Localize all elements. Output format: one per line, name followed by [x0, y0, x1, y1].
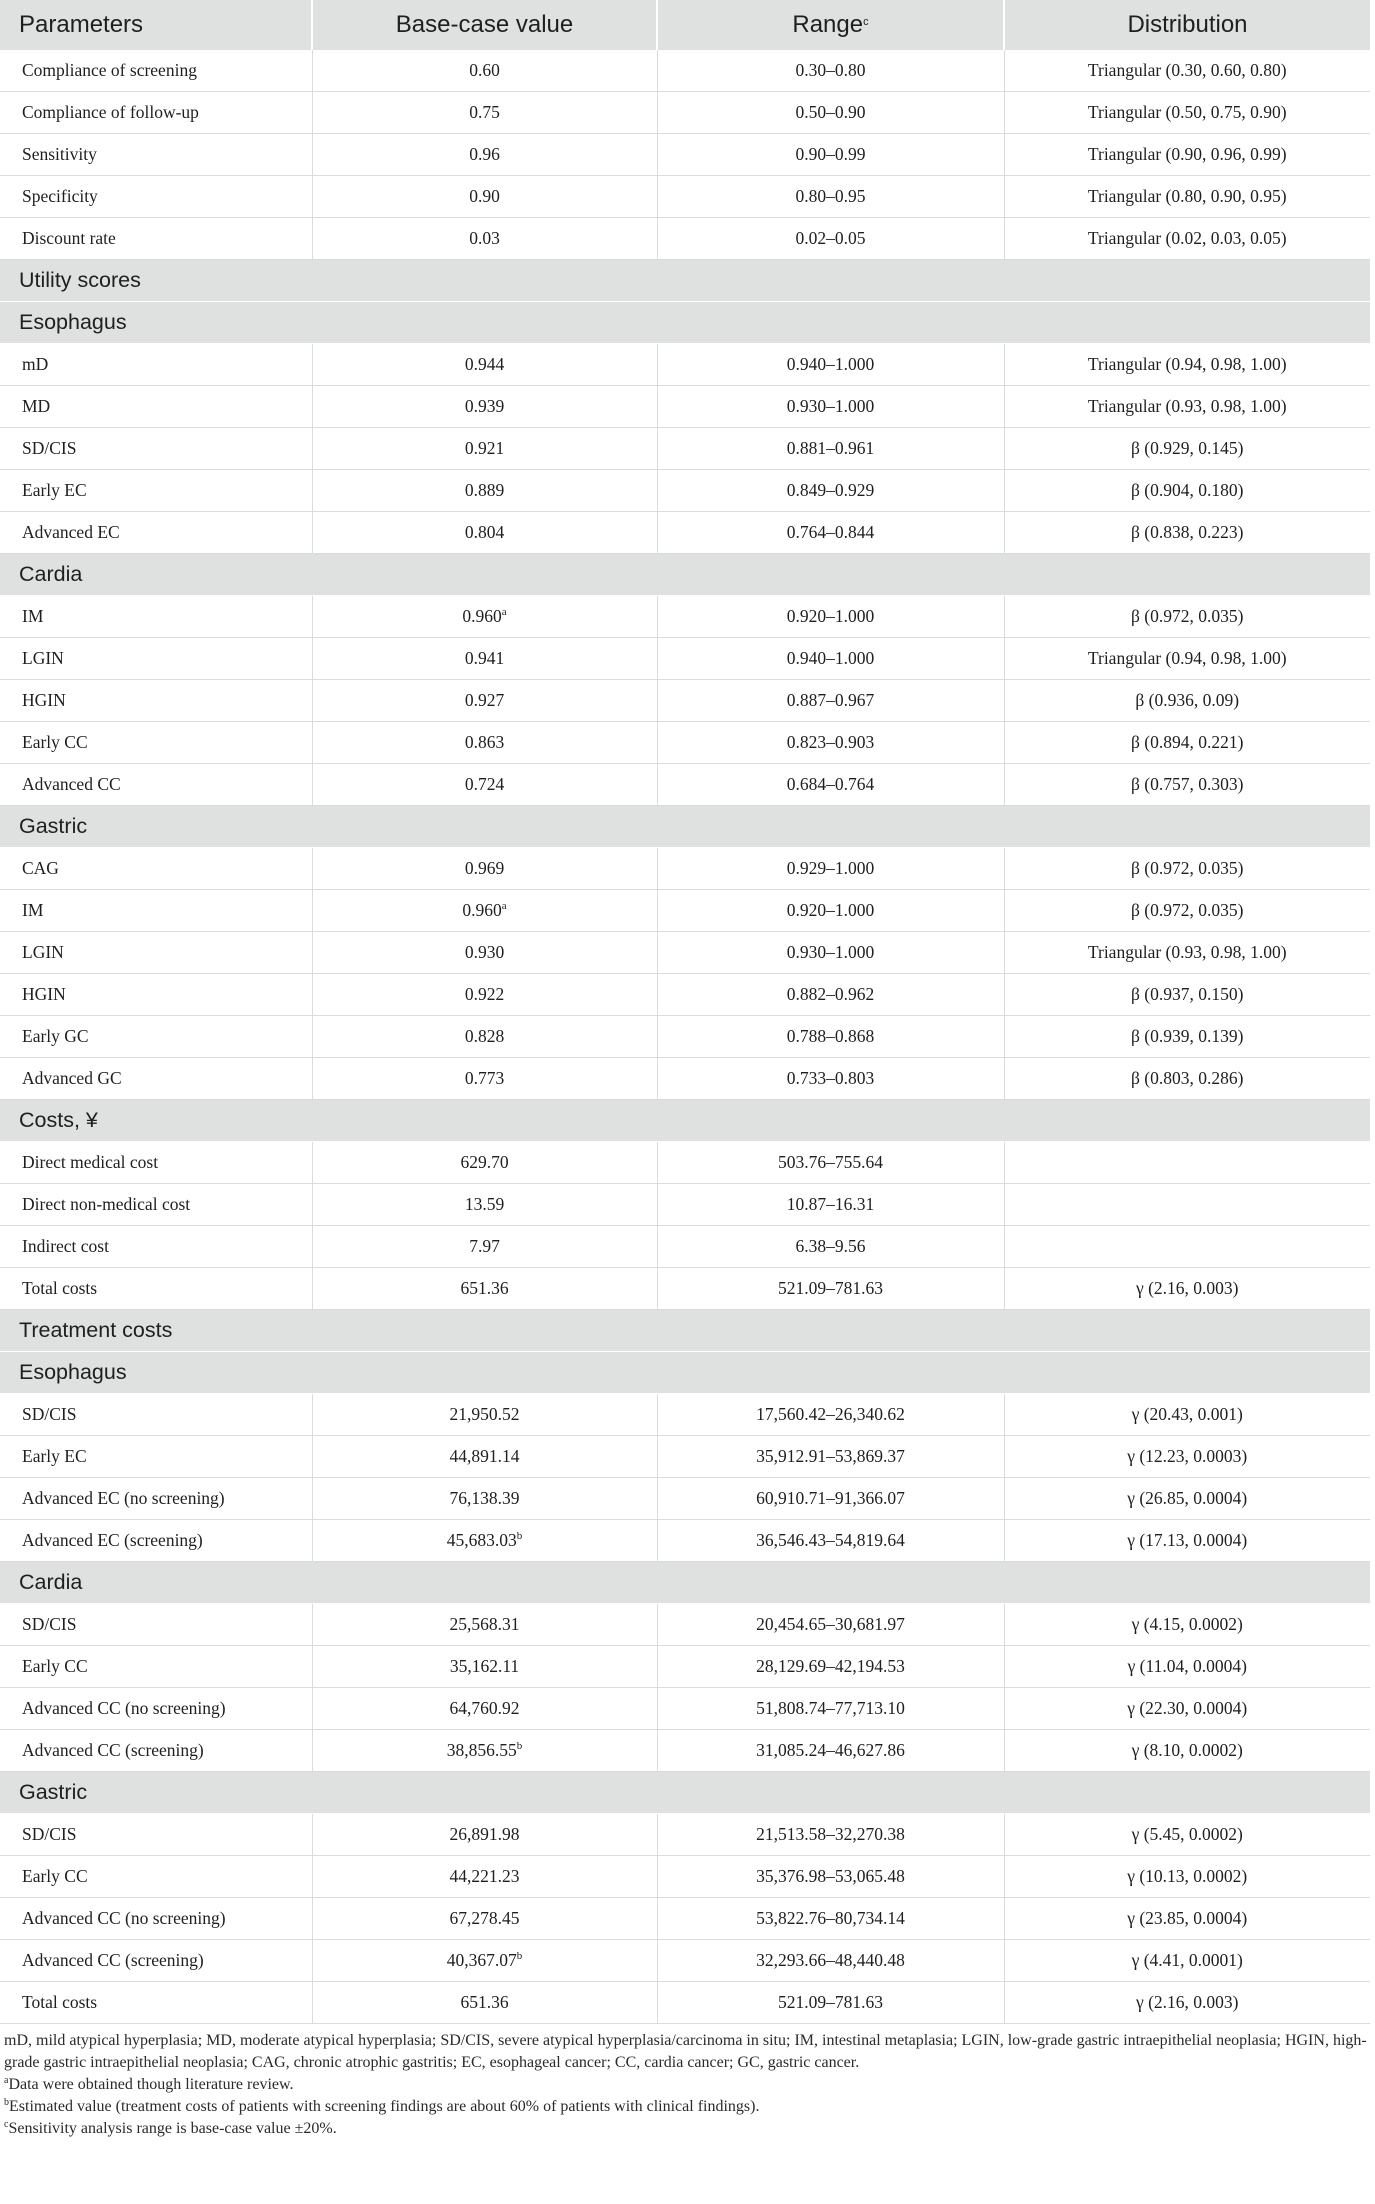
cell-range: 35,912.91–53,869.37 — [657, 1436, 1004, 1478]
cell-parameter: Early CC — [0, 1856, 312, 1898]
cell-distribution: β (0.937, 0.150) — [1004, 974, 1370, 1016]
table-row — [0, 974, 1370, 1016]
cell-parameter: IM — [0, 890, 312, 932]
cell-parameter: MD — [0, 386, 312, 428]
cell-base-case-value — [312, 1184, 657, 1226]
cell-range: 6.38–9.56 — [657, 1226, 1004, 1268]
cell-distribution — [1004, 1226, 1370, 1268]
value-text: 67,278.45 — [449, 1908, 520, 1928]
value-footnote-mark: a — [501, 606, 507, 618]
table-header-row — [0, 0, 1370, 50]
value-text: 0.960 — [462, 606, 502, 626]
cell-base-case-value — [312, 92, 657, 134]
table-section-row — [0, 1772, 1370, 1814]
value-text: 35,162.11 — [449, 1656, 520, 1676]
cell-base-case-value — [312, 1604, 657, 1646]
cell-range: 521.09–781.63 — [657, 1268, 1004, 1310]
value-text: 45,683.03 — [446, 1530, 517, 1550]
value-text: 38,856.55 — [446, 1740, 517, 1760]
cell-parameter: Advanced CC (screening) — [0, 1730, 312, 1772]
value-text: 7.97 — [469, 1236, 500, 1256]
cell-range: 0.50–0.90 — [657, 92, 1004, 134]
cell-parameter: mD — [0, 344, 312, 386]
cell-range: 0.849–0.929 — [657, 470, 1004, 512]
cell-range: 0.30–0.80 — [657, 50, 1004, 92]
value-text: 64,760.92 — [449, 1698, 520, 1718]
header-range-label: Range — [792, 11, 864, 38]
cell-base-case-value — [312, 764, 657, 806]
table-section-row — [0, 1100, 1370, 1142]
table-row — [0, 1394, 1370, 1436]
table-row — [0, 1436, 1370, 1478]
cell-base-case-value — [312, 1646, 657, 1688]
cell-base-case-value — [312, 176, 657, 218]
value-text: 0.944 — [464, 354, 505, 374]
table-row — [0, 680, 1370, 722]
cell-base-case-value — [312, 1898, 657, 1940]
cell-range: 36,546.43–54,819.64 — [657, 1520, 1004, 1562]
cell-distribution: Triangular (0.80, 0.90, 0.95) — [1004, 176, 1370, 218]
table-row — [0, 1898, 1370, 1940]
cell-distribution: γ (8.10, 0.0002) — [1004, 1730, 1370, 1772]
cell-parameter: Early CC — [0, 722, 312, 764]
cell-range: 0.929–1.000 — [657, 848, 1004, 890]
table-row — [0, 386, 1370, 428]
cell-distribution: Triangular (0.93, 0.98, 1.00) — [1004, 932, 1370, 974]
cell-range: 521.09–781.63 — [657, 1982, 1004, 2024]
cell-distribution: γ (12.23, 0.0003) — [1004, 1436, 1370, 1478]
cell-distribution: Triangular (0.93, 0.98, 1.00) — [1004, 386, 1370, 428]
table-section-row — [0, 1562, 1370, 1604]
table-row — [0, 1268, 1370, 1310]
table-row — [0, 764, 1370, 806]
cell-range: 0.940–1.000 — [657, 638, 1004, 680]
table-section-row — [0, 554, 1370, 596]
cell-base-case-value — [312, 890, 657, 932]
cell-base-case-value — [312, 470, 657, 512]
cell-range: 35,376.98–53,065.48 — [657, 1856, 1004, 1898]
cell-base-case-value — [312, 932, 657, 974]
cell-base-case-value — [312, 134, 657, 176]
cell-parameter: Advanced EC — [0, 512, 312, 554]
cell-parameter: Total costs — [0, 1982, 312, 2024]
cell-distribution: γ (4.15, 0.0002) — [1004, 1604, 1370, 1646]
cell-range: 0.930–1.000 — [657, 932, 1004, 974]
cell-distribution: γ (20.43, 0.001) — [1004, 1394, 1370, 1436]
table-row — [0, 1982, 1370, 2024]
value-text: 0.922 — [464, 984, 505, 1004]
value-text: 0.96 — [469, 144, 500, 164]
table-row — [0, 344, 1370, 386]
cell-distribution: γ (26.85, 0.0004) — [1004, 1478, 1370, 1520]
cell-parameter: SD/CIS — [0, 1814, 312, 1856]
cell-parameter: Advanced GC — [0, 1058, 312, 1100]
table-row — [0, 1646, 1370, 1688]
cell-parameter: Direct non-medical cost — [0, 1184, 312, 1226]
cell-distribution — [1004, 1142, 1370, 1184]
cell-distribution: Triangular (0.94, 0.98, 1.00) — [1004, 344, 1370, 386]
cell-distribution: Triangular (0.90, 0.96, 0.99) — [1004, 134, 1370, 176]
cell-distribution: Triangular (0.50, 0.75, 0.90) — [1004, 92, 1370, 134]
cell-parameter: CAG — [0, 848, 312, 890]
table-row — [0, 1520, 1370, 1562]
value-text: 0.863 — [464, 732, 505, 752]
footnote-a-mark: a — [4, 2075, 9, 2086]
cell-base-case-value — [312, 1016, 657, 1058]
cell-range: 53,822.76–80,734.14 — [657, 1898, 1004, 1940]
cell-distribution: γ (2.16, 0.003) — [1004, 1982, 1370, 2024]
cell-parameter: Advanced CC — [0, 764, 312, 806]
value-text: 0.921 — [464, 438, 505, 458]
cell-parameter: Direct medical cost — [0, 1142, 312, 1184]
cell-distribution: β (0.803, 0.286) — [1004, 1058, 1370, 1100]
cell-range: 0.940–1.000 — [657, 344, 1004, 386]
value-text: 0.804 — [464, 522, 505, 542]
cell-distribution: γ (23.85, 0.0004) — [1004, 1898, 1370, 1940]
value-footnote-mark: b — [516, 1950, 523, 1962]
cell-base-case-value — [312, 1268, 657, 1310]
cell-range: 10.87–16.31 — [657, 1184, 1004, 1226]
cell-distribution: β (0.936, 0.09) — [1004, 680, 1370, 722]
table-row — [0, 470, 1370, 512]
cell-distribution: γ (17.13, 0.0004) — [1004, 1520, 1370, 1562]
cell-parameter: Advanced CC (screening) — [0, 1940, 312, 1982]
header-range-footnote-mark: c — [863, 16, 869, 28]
cell-range: 0.823–0.903 — [657, 722, 1004, 764]
cell-range: 51,808.74–77,713.10 — [657, 1688, 1004, 1730]
cell-distribution: γ (10.13, 0.0002) — [1004, 1856, 1370, 1898]
value-footnote-mark: b — [516, 1530, 523, 1542]
value-text: 0.773 — [464, 1068, 505, 1088]
cell-base-case-value — [312, 50, 657, 92]
cell-parameter: HGIN — [0, 974, 312, 1016]
section-label: Gastric — [0, 1772, 1370, 1814]
table-row — [0, 176, 1370, 218]
cell-parameter: LGIN — [0, 932, 312, 974]
cell-base-case-value — [312, 596, 657, 638]
cell-range: 21,513.58–32,270.38 — [657, 1814, 1004, 1856]
cell-range: 0.920–1.000 — [657, 890, 1004, 932]
cell-parameter: Compliance of screening — [0, 50, 312, 92]
cell-parameter: SD/CIS — [0, 1394, 312, 1436]
cell-range: 0.80–0.95 — [657, 176, 1004, 218]
cell-distribution: Triangular (0.30, 0.60, 0.80) — [1004, 50, 1370, 92]
cell-base-case-value — [312, 428, 657, 470]
table-row — [0, 1940, 1370, 1982]
footnote-a — [4, 2074, 1372, 2096]
value-text: 0.03 — [469, 228, 500, 248]
cell-base-case-value — [312, 218, 657, 260]
table-row — [0, 50, 1370, 92]
table-row — [0, 218, 1370, 260]
cell-parameter: Advanced EC (screening) — [0, 1520, 312, 1562]
value-text: 0.927 — [464, 690, 505, 710]
cell-distribution: β (0.904, 0.180) — [1004, 470, 1370, 512]
table-row — [0, 1856, 1370, 1898]
cell-base-case-value — [312, 512, 657, 554]
table-row — [0, 1604, 1370, 1646]
value-text: 44,221.23 — [449, 1866, 520, 1886]
table-footnotes — [0, 2030, 1372, 2140]
footnote-b-mark: b — [4, 2097, 9, 2108]
table-row — [0, 722, 1370, 764]
cell-base-case-value — [312, 1940, 657, 1982]
cell-parameter: Discount rate — [0, 218, 312, 260]
cell-range: 0.887–0.967 — [657, 680, 1004, 722]
cell-distribution: γ (4.41, 0.0001) — [1004, 1940, 1370, 1982]
table-row — [0, 512, 1370, 554]
cell-base-case-value — [312, 1226, 657, 1268]
cell-base-case-value — [312, 1394, 657, 1436]
cell-range: 17,560.42–26,340.62 — [657, 1394, 1004, 1436]
cell-distribution: β (0.972, 0.035) — [1004, 890, 1370, 932]
footnote-c-text: Sensitivity analysis range is base-case value ±20%. — [8, 2120, 337, 2137]
cell-distribution: β (0.939, 0.139) — [1004, 1016, 1370, 1058]
cell-distribution: γ (2.16, 0.003) — [1004, 1268, 1370, 1310]
footnote-abbreviations: mD, mild atypical hyperplasia; MD, moderate atypical hyperplasia; SD/CIS, severe atypical hyperplasia/carcinoma in situ; IM, intestinal metaplasia; LGIN, low-grade gastric intraepithelial neoplasia; HGIN, high-grade gastric intraepithelial neoplasia; CAG, chronic atrophic gastritis; EC, esophageal cancer; CC, cardia cancer; GC, gastric cancer. — [4, 2032, 1367, 2071]
table-row — [0, 428, 1370, 470]
cell-base-case-value — [312, 1688, 657, 1730]
table-row — [0, 1016, 1370, 1058]
value-text: 651.36 — [460, 1992, 509, 2012]
table-section-row — [0, 260, 1370, 302]
section-label: Cardia — [0, 554, 1370, 596]
cell-parameter: IM — [0, 596, 312, 638]
cell-parameter: Compliance of follow-up — [0, 92, 312, 134]
value-footnote-mark: b — [516, 1740, 523, 1752]
value-text: 0.941 — [464, 648, 505, 668]
value-text: 25,568.31 — [449, 1614, 520, 1634]
cell-distribution: β (0.894, 0.221) — [1004, 722, 1370, 764]
cell-base-case-value — [312, 1058, 657, 1100]
cell-distribution: γ (11.04, 0.0004) — [1004, 1646, 1370, 1688]
value-text: 0.960 — [462, 900, 502, 920]
table-row — [0, 1058, 1370, 1100]
value-footnote-mark: a — [501, 900, 507, 912]
section-label: Costs, ¥ — [0, 1100, 1370, 1142]
table-section-row — [0, 1352, 1370, 1394]
table-row — [0, 134, 1370, 176]
value-text: 0.889 — [464, 480, 505, 500]
header-parameters: Parameters — [0, 0, 312, 50]
cell-range: 0.882–0.962 — [657, 974, 1004, 1016]
cell-base-case-value — [312, 1814, 657, 1856]
table-body — [0, 50, 1370, 2024]
cell-parameter: Total costs — [0, 1268, 312, 1310]
cell-range: 503.76–755.64 — [657, 1142, 1004, 1184]
cell-parameter: LGIN — [0, 638, 312, 680]
table-row — [0, 1814, 1370, 1856]
table-row — [0, 1226, 1370, 1268]
cell-distribution: β (0.929, 0.145) — [1004, 428, 1370, 470]
value-text: 0.930 — [464, 942, 505, 962]
cell-parameter: Early GC — [0, 1016, 312, 1058]
cell-parameter: HGIN — [0, 680, 312, 722]
cell-parameter: Specificity — [0, 176, 312, 218]
table-section-row — [0, 1310, 1370, 1352]
cell-parameter: Early EC — [0, 1436, 312, 1478]
cell-range: 0.930–1.000 — [657, 386, 1004, 428]
cell-parameter: Sensitivity — [0, 134, 312, 176]
footnote-c-mark: c — [4, 2119, 9, 2130]
table-row — [0, 1730, 1370, 1772]
value-text: 0.939 — [464, 396, 505, 416]
section-label: Esophagus — [0, 302, 1370, 344]
cell-parameter: Advanced CC (no screening) — [0, 1898, 312, 1940]
table-row — [0, 1688, 1370, 1730]
table-row — [0, 638, 1370, 680]
cell-parameter: SD/CIS — [0, 1604, 312, 1646]
value-text: 26,891.98 — [449, 1824, 520, 1844]
cell-range: 0.920–1.000 — [657, 596, 1004, 638]
cell-distribution: γ (22.30, 0.0004) — [1004, 1688, 1370, 1730]
section-label: Cardia — [0, 1562, 1370, 1604]
cell-base-case-value — [312, 680, 657, 722]
table-row — [0, 1142, 1370, 1184]
cell-range: 0.02–0.05 — [657, 218, 1004, 260]
cell-distribution: Triangular (0.94, 0.98, 1.00) — [1004, 638, 1370, 680]
value-text: 44,891.14 — [449, 1446, 520, 1466]
table-section-row — [0, 302, 1370, 344]
cell-parameter: Early CC — [0, 1646, 312, 1688]
cell-range: 31,085.24–46,627.86 — [657, 1730, 1004, 1772]
cell-distribution: Triangular (0.02, 0.03, 0.05) — [1004, 218, 1370, 260]
table-row — [0, 890, 1370, 932]
footnote-c — [4, 2118, 1372, 2140]
cell-base-case-value — [312, 638, 657, 680]
section-label: Utility scores — [0, 260, 1370, 302]
cell-distribution: β (0.757, 0.303) — [1004, 764, 1370, 806]
cell-base-case-value — [312, 344, 657, 386]
table-section-row — [0, 806, 1370, 848]
cell-distribution: γ (5.45, 0.0002) — [1004, 1814, 1370, 1856]
value-text: 13.59 — [464, 1194, 505, 1214]
section-label: Gastric — [0, 806, 1370, 848]
value-text: 0.724 — [464, 774, 505, 794]
cell-parameter: Advanced EC (no screening) — [0, 1478, 312, 1520]
header-distribution: Distribution — [1004, 0, 1370, 50]
table-row — [0, 596, 1370, 638]
section-label: Treatment costs — [0, 1310, 1370, 1352]
value-text: 0.75 — [469, 102, 500, 122]
cell-parameter: Indirect cost — [0, 1226, 312, 1268]
cell-distribution: β (0.838, 0.223) — [1004, 512, 1370, 554]
cell-base-case-value — [312, 1730, 657, 1772]
cell-distribution: β (0.972, 0.035) — [1004, 848, 1370, 890]
cell-base-case-value — [312, 1142, 657, 1184]
cell-range: 0.764–0.844 — [657, 512, 1004, 554]
cell-parameter: Advanced CC (no screening) — [0, 1688, 312, 1730]
cell-range: 0.881–0.961 — [657, 428, 1004, 470]
value-text: 0.60 — [469, 60, 500, 80]
table-row — [0, 1184, 1370, 1226]
cell-base-case-value — [312, 1478, 657, 1520]
cell-range: 0.788–0.868 — [657, 1016, 1004, 1058]
header-base-case-value: Base-case value — [312, 0, 657, 50]
value-text: 0.90 — [469, 186, 500, 206]
cell-base-case-value — [312, 1436, 657, 1478]
cell-range: 32,293.66–48,440.48 — [657, 1940, 1004, 1982]
table-row — [0, 932, 1370, 974]
cell-range: 60,910.71–91,366.07 — [657, 1478, 1004, 1520]
cell-range: 20,454.65–30,681.97 — [657, 1604, 1004, 1646]
cell-base-case-value — [312, 848, 657, 890]
cell-range: 0.90–0.99 — [657, 134, 1004, 176]
value-text: 0.969 — [464, 858, 505, 878]
footnote-b — [4, 2096, 1372, 2118]
cell-range: 0.733–0.803 — [657, 1058, 1004, 1100]
section-label: Esophagus — [0, 1352, 1370, 1394]
value-text: 629.70 — [460, 1152, 509, 1172]
table-row — [0, 92, 1370, 134]
cell-base-case-value — [312, 1520, 657, 1562]
cell-base-case-value — [312, 1856, 657, 1898]
value-text: 0.828 — [464, 1026, 505, 1046]
cell-parameter: SD/CIS — [0, 428, 312, 470]
cell-base-case-value — [312, 1982, 657, 2024]
cell-distribution: β (0.972, 0.035) — [1004, 596, 1370, 638]
footnote-b-text: Estimated value (treatment costs of patients with screening findings are about 60% of patients with clinical findings). — [9, 2098, 760, 2115]
cell-base-case-value — [312, 386, 657, 428]
table-row — [0, 848, 1370, 890]
table-row — [0, 1478, 1370, 1520]
footnote-a-text: Data were obtained though literature review. — [8, 2076, 294, 2093]
cell-range: 28,129.69–42,194.53 — [657, 1646, 1004, 1688]
cell-base-case-value — [312, 722, 657, 764]
cell-distribution — [1004, 1184, 1370, 1226]
cell-base-case-value — [312, 974, 657, 1016]
value-text: 40,367.07 — [446, 1950, 517, 1970]
cell-range: 0.684–0.764 — [657, 764, 1004, 806]
cell-parameter: Early EC — [0, 470, 312, 512]
value-text: 651.36 — [460, 1278, 509, 1298]
value-text: 21,950.52 — [449, 1404, 520, 1424]
header-range — [657, 0, 1004, 50]
value-text: 76,138.39 — [449, 1488, 520, 1508]
